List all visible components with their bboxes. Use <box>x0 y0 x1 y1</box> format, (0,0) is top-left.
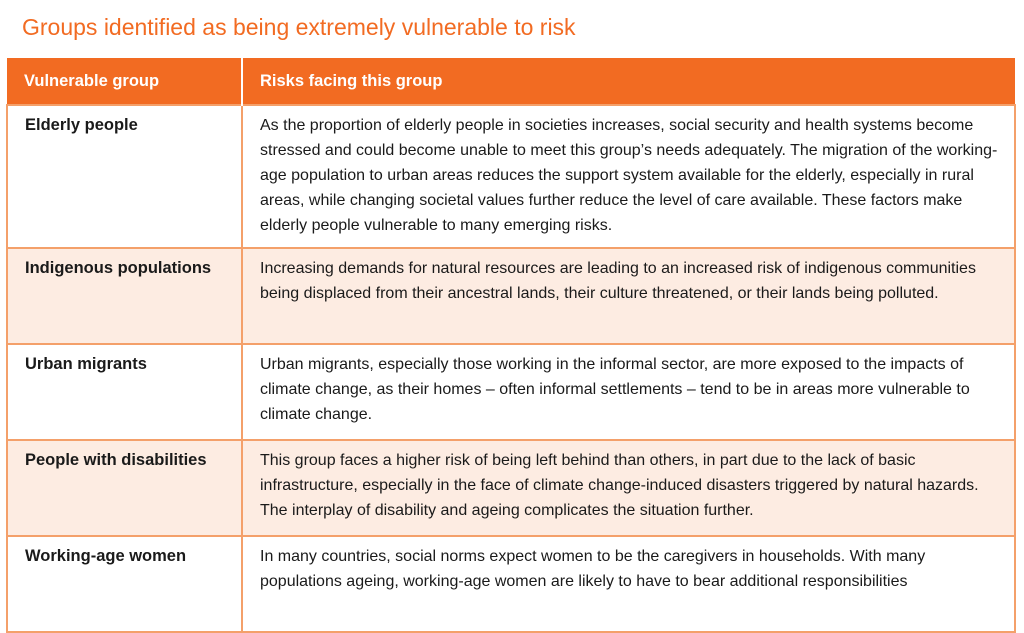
vulnerable-groups-table <box>6 58 1014 633</box>
group-cell: Indigenous populations <box>7 248 242 344</box>
risk-cell: Urban migrants, especially those working in the informal sector, are more exposed to the impacts of climate change, as their homes – often informal settlements – tend to be in areas more vulnerable to climate change. <box>242 344 1015 440</box>
table-row <box>7 536 1015 632</box>
risk-cell: In many countries, social norms expect women to be the caregivers in households. With many populations ageing, working-age women are likely to have to bear additional responsibilities <box>242 536 1015 632</box>
table-header-row <box>7 58 1015 105</box>
risk-cell: As the proportion of elderly people in societies increases, social security and health systems become stressed and could become unable to meet this group’s needs adequately. The migration of the working-age population to urban areas reduces the support system available for the elderly, especially in rural areas, while changing societal values further reduce the level of care available. These factors make elderly people vulnerable to many emerging risks. <box>242 105 1015 248</box>
risk-cell: Increasing demands for natural resources are leading to an increased risk of indigenous communities being displaced from their ancestral lands, their culture threatened, or their lands being polluted. <box>242 248 1015 344</box>
table-row <box>7 105 1015 248</box>
table-row <box>7 248 1015 344</box>
table-row <box>7 344 1015 440</box>
table-row <box>7 440 1015 536</box>
column-header-risks: Risks facing this group <box>242 58 1015 105</box>
group-cell: Working-age women <box>7 536 242 632</box>
table <box>6 58 1016 633</box>
column-header-group: Vulnerable group <box>7 58 242 105</box>
risk-cell: This group faces a higher risk of being left behind than others, in part due to the lack of basic infrastructure, especially in the face of climate change-induced disasters triggered by natural hazards. The interplay of disability and ageing complicates the situation further. <box>242 440 1015 536</box>
group-cell: Elderly people <box>7 105 242 248</box>
table-title: Groups identified as being extremely vulnerable to risk <box>22 14 576 40</box>
group-cell: Urban migrants <box>7 344 242 440</box>
group-cell: People with disabilities <box>7 440 242 536</box>
